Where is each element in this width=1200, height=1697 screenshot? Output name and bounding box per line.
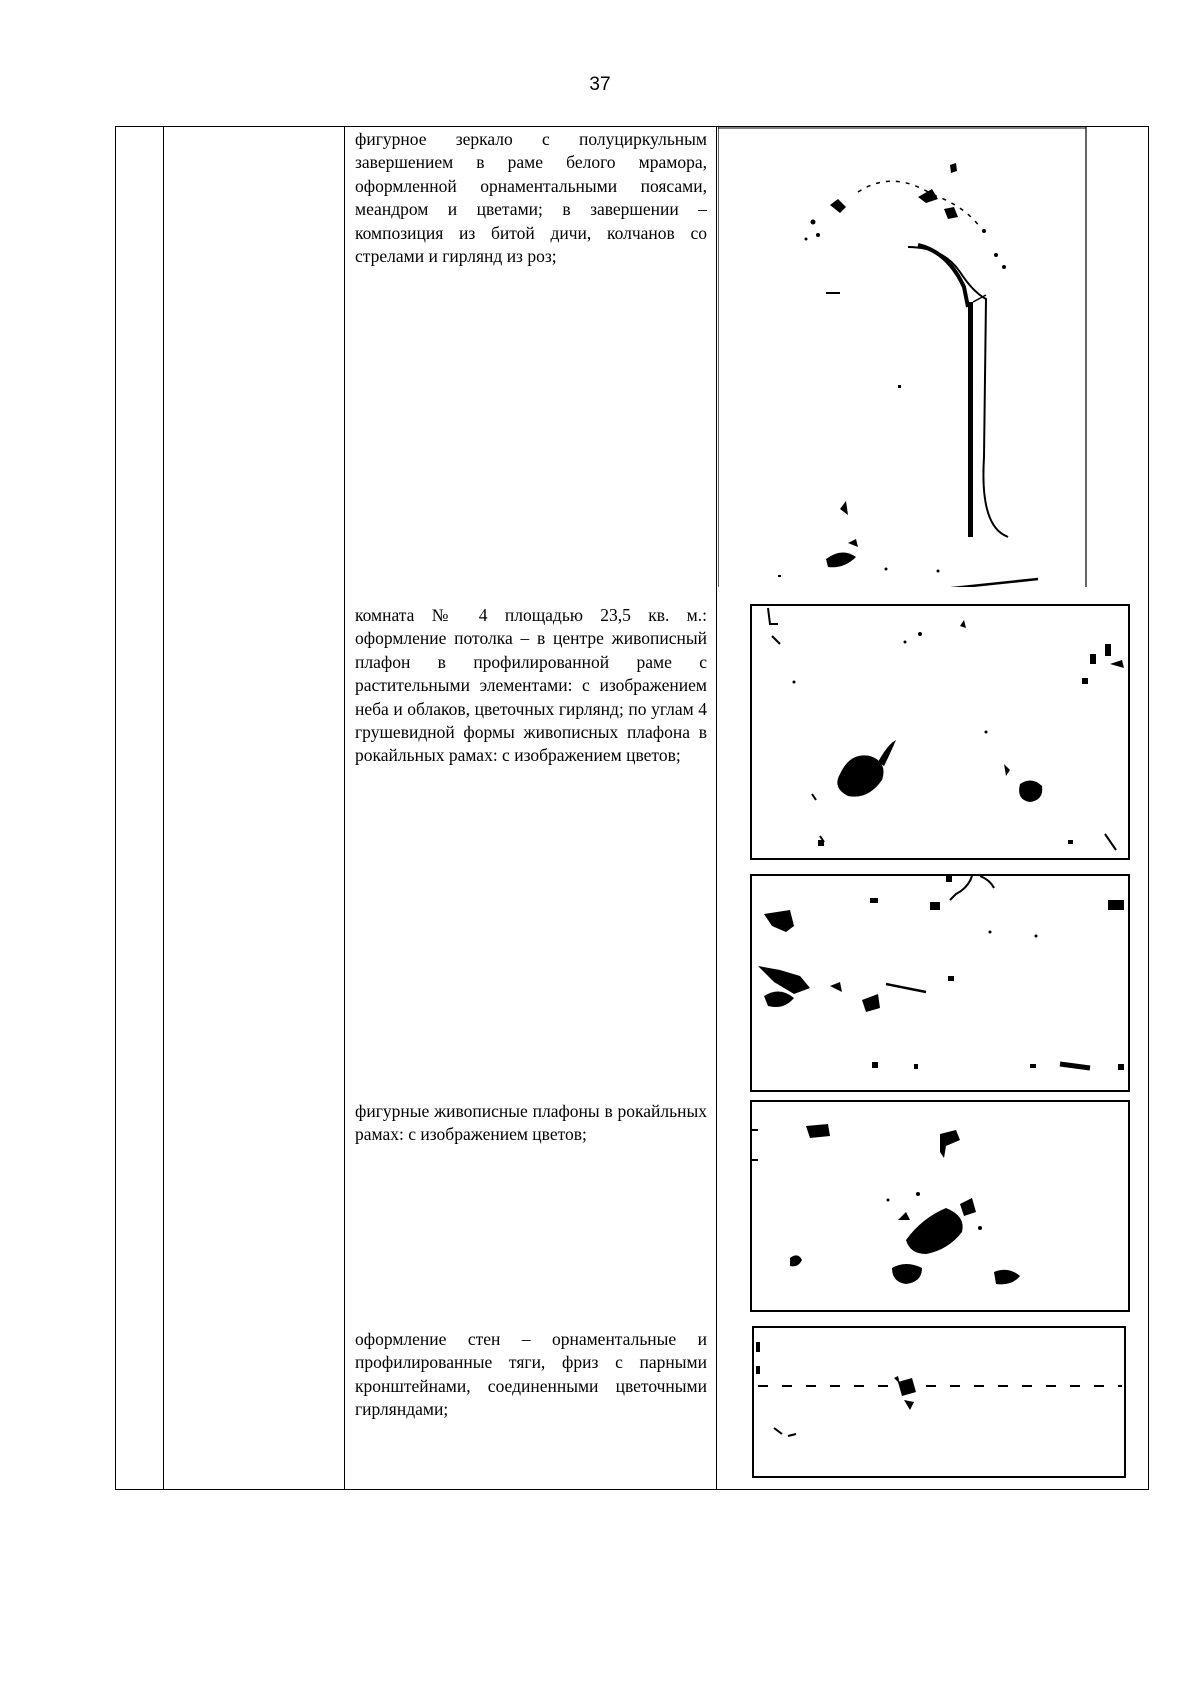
column-divider [344, 127, 345, 1489]
page-number: 37 [589, 74, 611, 95]
ceiling-plafond-photo [750, 874, 1130, 1092]
ceiling-center-photo [750, 604, 1130, 860]
entry-walls-text: оформление стен – орнаментальные и профилированные тяги, фриз с парными кронштейнами, соединенными цветочными гирляндами; [355, 1329, 707, 1420]
wall-frieze-photo [752, 1326, 1126, 1478]
entry-mirror-text: фигурное зеркало с полуциркульным завершением в раме белого мрамора, оформленной орнаментальными поясами, меандром и цветами; в завершении – композиция из битой дичи, колчанов со стрелами и гирлянд из роз; [355, 129, 707, 267]
column-divider [163, 127, 164, 1489]
entry-plafonds-text: фигурные живописные плафоны в рокайльных рамах: с изображением цветов; [355, 1101, 707, 1145]
mirror-photo [718, 127, 1088, 587]
entry-room-4-text: комната № 4 площадью 23,5 кв. м.: оформление потолка – в центре живописный плафон в профилированной раме с растительными элементами: с изображением неба и облаков, цветочных гирлянд; по углам 4 грушевидной формы живописных плафона в рокайльных рамах: с изображением цветов; [355, 605, 707, 766]
column-divider [716, 127, 717, 1489]
plafond-detail-photo [750, 1100, 1130, 1312]
